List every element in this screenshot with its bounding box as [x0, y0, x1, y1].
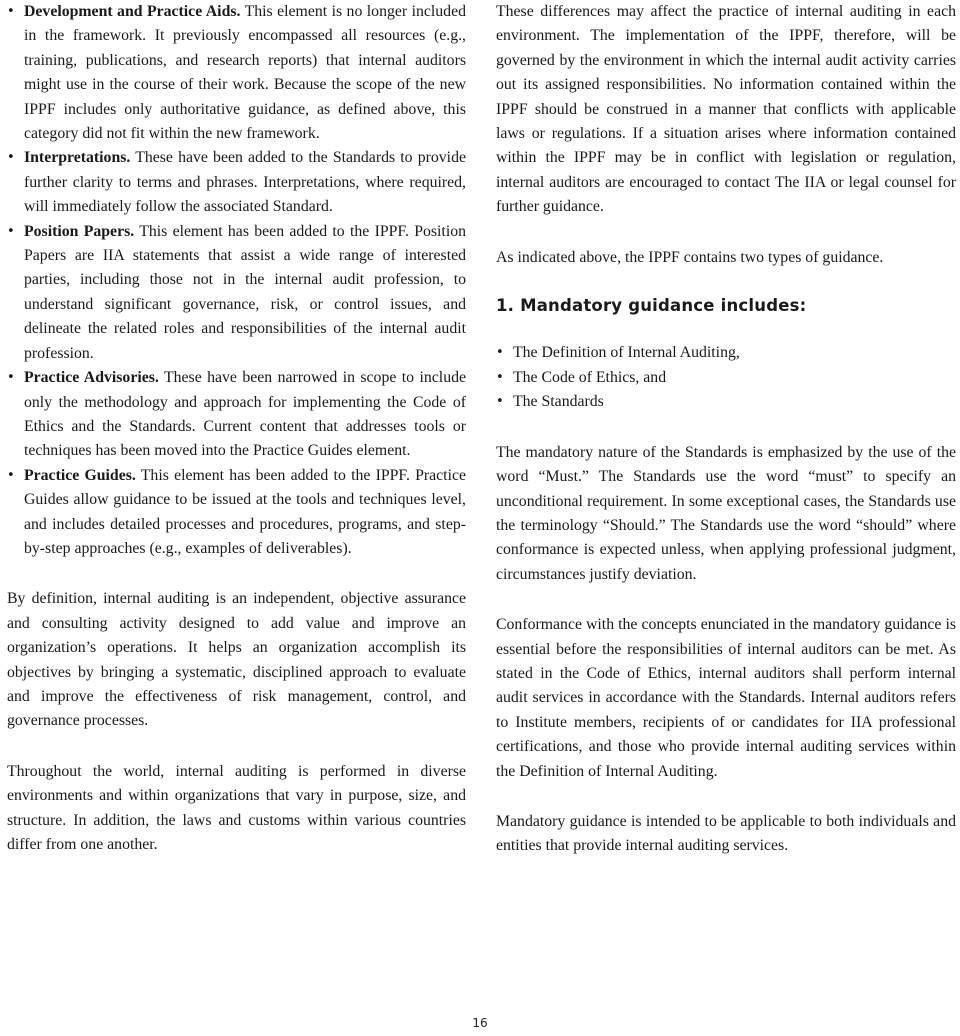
list-item [7, 0, 466, 146]
mandatory-guidance-list [496, 341, 956, 414]
list-item: • The Code of Ethics, and [496, 366, 956, 390]
item-text: These have been narrowed in scope to include only the methodology and approach for implementing the Code of Ethics and the Standards. Current content that addresses tools or techniques has been moved into the Practice Guides element. [24, 369, 467, 460]
mandatory-nature-paragraph: The mandatory nature of the Standards is emphasized by the use of the word “Must.” The Standards use the word “must” to specify an unconditional requirement. In some exceptional cases, the Standards use the terminology “Should.” The Standards use the word “should” where conformance is expected unless, when applying professional judgment, circumstances justify deviation. [496, 443, 956, 583]
list-item [7, 220, 466, 366]
mandatory-guidance-heading: 1. Mandatory guidance includes: [496, 296, 807, 316]
applicable-paragraph: Mandatory guidance is intended to be applicable to both individuals and entities that provide internal auditing services. [496, 812, 956, 855]
differences-paragraph: These differences may affect the practice of internal auditing in each environment. The implementation of the IPPF, therefore, will be governed by the environment in which the internal audit activity carries out its assigned responsibilities. No information contained within the IPPF should be construed in a manner that conflicts with applicable laws or regulations. If a situation arises where information contained within the IPPF may be in conflict with legislation or regulation, internal auditors are encouraged to contact The IIA or legal counsel for further guidance. [496, 3, 956, 216]
item-text: This element has been added to the IPPF. Position Papers are IIA statements that assist a wide range of interested parties, including those not in the internal audit profession, to understand significant governance, risk, or control issues, and delineate the related roles and responsibilities of the internal audit profession. [24, 222, 467, 362]
two-types-paragraph: As indicated above, the IPPF contains two types of guidance. [496, 248, 884, 266]
item-term: Interpretations. [24, 149, 131, 167]
item-text: These have been added to the Standards to provide further clarity to terms and phrases. Interpretations, where required, will immediately follow the associated Standard. [24, 149, 466, 216]
definition-paragraph: By definition, internal auditing is an independent, objective assurance and consulting activity designed to add value and improve an organization’s operations. It helps an organization accomplish its objectives by bringing a systematic, disciplined approach to evaluate and improve the effectiveness of risk management, control, and governance processes. [7, 590, 466, 730]
item-text: This element is no longer included in the framework. It previously encompassed all resources (e.g., training, publications, and research reports) that internal auditors might use in the course of their work. Because the scope of the new IPPF includes only authoritative guidance, as defined above, this category did not fit within the new framework. [24, 3, 466, 143]
right-column [496, 0, 956, 859]
framework-changes-list [7, 0, 466, 561]
item-term: Practice Advisories. [24, 369, 159, 387]
item-term: Position Papers. [24, 222, 135, 240]
item-term: Development and Practice Aids. [24, 3, 241, 20]
item-text: This element has been added to the IPPF. Practice Guides allow guidance to be issued at the tools and techniques level, and includes detailed processes and procedures, programs, and step-by-step approaches (e.g., examples of deliverables). [24, 466, 466, 557]
list-item [7, 146, 466, 219]
world-paragraph: Throughout the world, internal auditing is performed in diverse environments and within organizations that vary in purpose, size, and structure. In addition, the laws and customs within various countries differ from one another. [7, 762, 466, 853]
page-number: 16 [472, 1016, 488, 1030]
list-item [7, 464, 466, 562]
conformance-paragraph: Conformance with the concepts enunciated in the mandatory guidance is essential before the responsibilities of internal auditors can be met. As stated in the Code of Ethics, internal auditors shall perform internal audit services in accordance with the Standards. Internal auditors refers to Institute members, recipients of or candidates for IIA professional certifications, and those who provide internal auditing services within the Definition of Internal Auditing. [496, 616, 956, 780]
list-item: • The Definition of Internal Auditing, [496, 341, 956, 365]
item-term: Practice Guides. [24, 466, 136, 484]
list-item: • The Standards [496, 390, 956, 414]
list-item [7, 366, 466, 464]
left-column [7, 0, 466, 857]
